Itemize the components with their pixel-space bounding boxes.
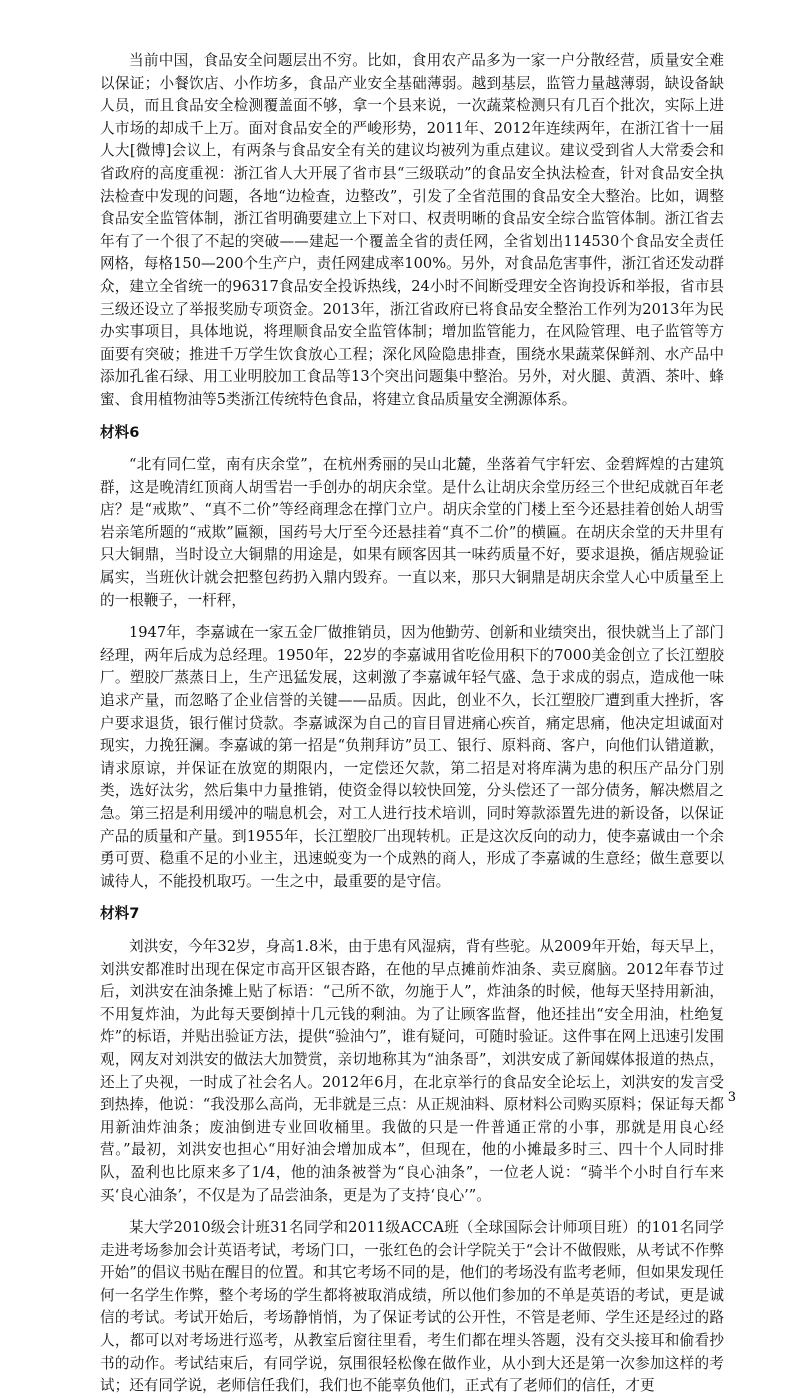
page-number: 3 xyxy=(727,1090,736,1105)
heading-material-6: 材料6 xyxy=(100,423,140,441)
paragraph-hu-qing-yu-tang: “北有同仁堂，南有庆余堂”，在杭州秀丽的吴山北麓，坐落着气宇轩宏、金碧辉煌的古建筑群，这是晚清红顶商人胡雪岩一手创办的胡庆余堂。是什么让胡庆余堂历经三个世纪成就百年老店？是“戒欺”、“真不二价”等经商理念在撑门立户。胡庆余堂的门楼上至今还悬挂着创始人胡雪岩亲笔所题的“戒欺”匾额，国药号大厅至今还悬挂着“真不二价”的横匾。在胡庆余堂的天井里有只大铜鼎，当时设立大铜鼎的用途是，如果有顾客因其一味药质量不好，要求退换，循店规验证属实，当班伙计就会把整包药扔入鼎内毁弃。一直以来，那只大铜鼎是胡庆余堂人心中质量至上的一根鞭子，一杆秤， xyxy=(100,456,724,609)
heading-material-7: 材料7 xyxy=(100,905,140,923)
paragraph-li-ka-shing: 1947年，李嘉诚在一家五金厂做推销员，因为他勤劳、创新和业绩突出，很快就当上了部门经理，两年后成为总经理。1950年，22岁的李嘉诚用省吃俭用积下的7000美金创立了长江塑胶厂。塑胶厂蒸蒸日上，生产迅猛发展，这刺激了李嘉诚年轻气盛、急于求成的弱点，造成他一味追求产量，而忽略了企业信誉的关键——品质。因此，创业不久，长江塑胶厂遭到重大挫折，客户要求退货，银行催讨贷款。李嘉诚深为自己的盲目冒进痛心疾首，痛定思痛，他决定坦诚面对现实，力挽狂澜。李嘉诚的第一招是“负荆拜访”员工、银行、原料商、客户，向他们认错道歉，请求原谅，并保证在放宽的期限内，一定偿还欠款，第二招是对将库满为患的积压产品分门别类，选好汰劣，然后集中力量推销，使资金得以较快回笼，分头偿还了一部分债务，解决燃眉之急。第三招是利用缓冲的喘息机会，对工人进行技术培训，同时筹款添置先进的新设备，以保证产品的质量和产量。到1955年，长江塑胶厂出现转机。正是这次反向的动力，使李嘉诚由一个余勇可贾、稳重不足的小业主，迅速蜕变为一个成熟的商人，形成了李嘉诚的生意经；做生意要以诚待人，不能投机取巧。一生之中，最重要的是守信。 xyxy=(100,624,724,890)
paragraph-exam-honesty: 某大学2010级会计班31名同学和2011级ACCA班（全球国际会计师项目班）的101名同学走进考场参加会计英语考试，考场门口，一张红色的会计学院关于“会计不做假账，从考试不作弊开始”的倡议书贴在醒目的位置。和其它考场不同的是，他们的考场没有监考老师，但如果发现任何一名学生作弊，整个考场的学生都将被取消成绩，所以他们参加的不单是英语的考试，更是诚信的考试。考试开始后，考场静悄悄，为了保证考试的公开性，不管是老师、学生还是经过的路人，都可以对考场进行巡考，从教室后窗往里看，考生们都在埋头答题，没有交头接耳和偷看抄书的动作。考试结束后，有同学说，氛围很轻松像在做作业，从小到大还是第一次参加这样的考试；还有同学说，老师信任我们，我们也不能辜负他们，正式有了老师们的信任，才更 xyxy=(100,1219,724,1395)
paragraph-food-safety: 当前中国，食品安全问题层出不穷。比如，食用农产品多为一家一户分散经营，质量安全难以保证；小餐饮店、小作坊多，食品产业安全基础薄弱。越到基层，监管力量越薄弱，缺设备缺人员，而且食品安全检测覆盖面不够，拿一个县来说，一次蔬菜检测只有几百个批次，实际上进人市场的却成千上万。面对食品安全的严峻形势，2011年、2012年连续两年，在浙江省十一届人大[微博]会议上，有两条与食品安全有关的建议均被列为重点建议。建议受到省人大常委会和省政府的高度重视：浙江省人大开展了省市县“三级联动”的食品安全执法检查，针对食品安全执法检查中发现的问题，各地“边检查，边整改”，引发了全省范围的食品安全大整治。比如，调整食品安全监管体制，浙江省明确要建立上下对口、权责明晰的食品安全综合监管体制。浙江省去年有了一个很了不起的突破——建起一个覆盖全省的责任网，全省划出114530个食品安全责任网格，每格150—200个生产户，责任网建成率100%。另外，对食品危害事件，浙江省还发动群众，建立全省统一的96317食品安全投诉热线，24小时不间断受理安全咨询投诉和举报，省市县三级还设立了举报奖励专项资金。2013年，浙江省政府已将食品安全整治工作列为2013年为民办实事项目，具体地说，将理顺食品安全监管体制；增加监管能力，在风险管理、电子监管等方面要有突破；推进千万学生饮食放心工程；深化风险隐患排查，围绕水果蔬菜保鲜剂、水产品中添加孔雀石绿、用工业明胶加工食品等13个突出问题集中整治。另外，对火腿、黄酒、茶叶、蜂蜜、食用植物油等5类浙江传统特色食品，将建立食品质量安全溯源体系。 xyxy=(100,52,724,408)
paragraph-liu-hongan: 刘洪安，今年32岁，身高1.8米，由于患有风湿病，背有些驼。从2009年开始，每天早上，刘洪安都准时出现在保定市高开区银杏路，在他的早点摊前炸油条、卖豆腐脑。2012年春节过后，刘洪安在油条摊上贴了标语：“己所不欲，勿施于人”，炸油条的时候，他每天坚持用新油，不用复炸油，为此每天要倒掉十几元钱的剩油。为了让顾客监督，他还挂出“安全用油，杜绝复炸”的标语，并贴出验证方法，提供“验油勺”，谁有疑问，可随时验证。这件事在网上迅速引发围观，网友对刘洪安的做法大加赞赏，亲切地称其为“油条哥”，刘洪安成了新闻媒体报道的热点，还上了央视，一时成了社会名人。2012年6月，在北京举行的食品安全论坛上，刘洪安的发言受到热捧，他说：“我没那么高尚，无非就是三点：从正规油料、原材料公司购买原料；保证每天都用新油炸油条；废油倒进专业回收桶里。我做的只是一件普通正常的小事，那就是用良心经营。”最初，刘洪安也担心“用好油会增加成本”，但现在，他的小摊最多时三、四十个人同时排队，盈利也比原来多了1/4，他的油条被誉为“良心油条”，一位老人说：“骑半个小时自行车来买‘良心油条’，不仅是为了品尝油条，更是为了支持‘良心’”。 xyxy=(100,937,724,1204)
